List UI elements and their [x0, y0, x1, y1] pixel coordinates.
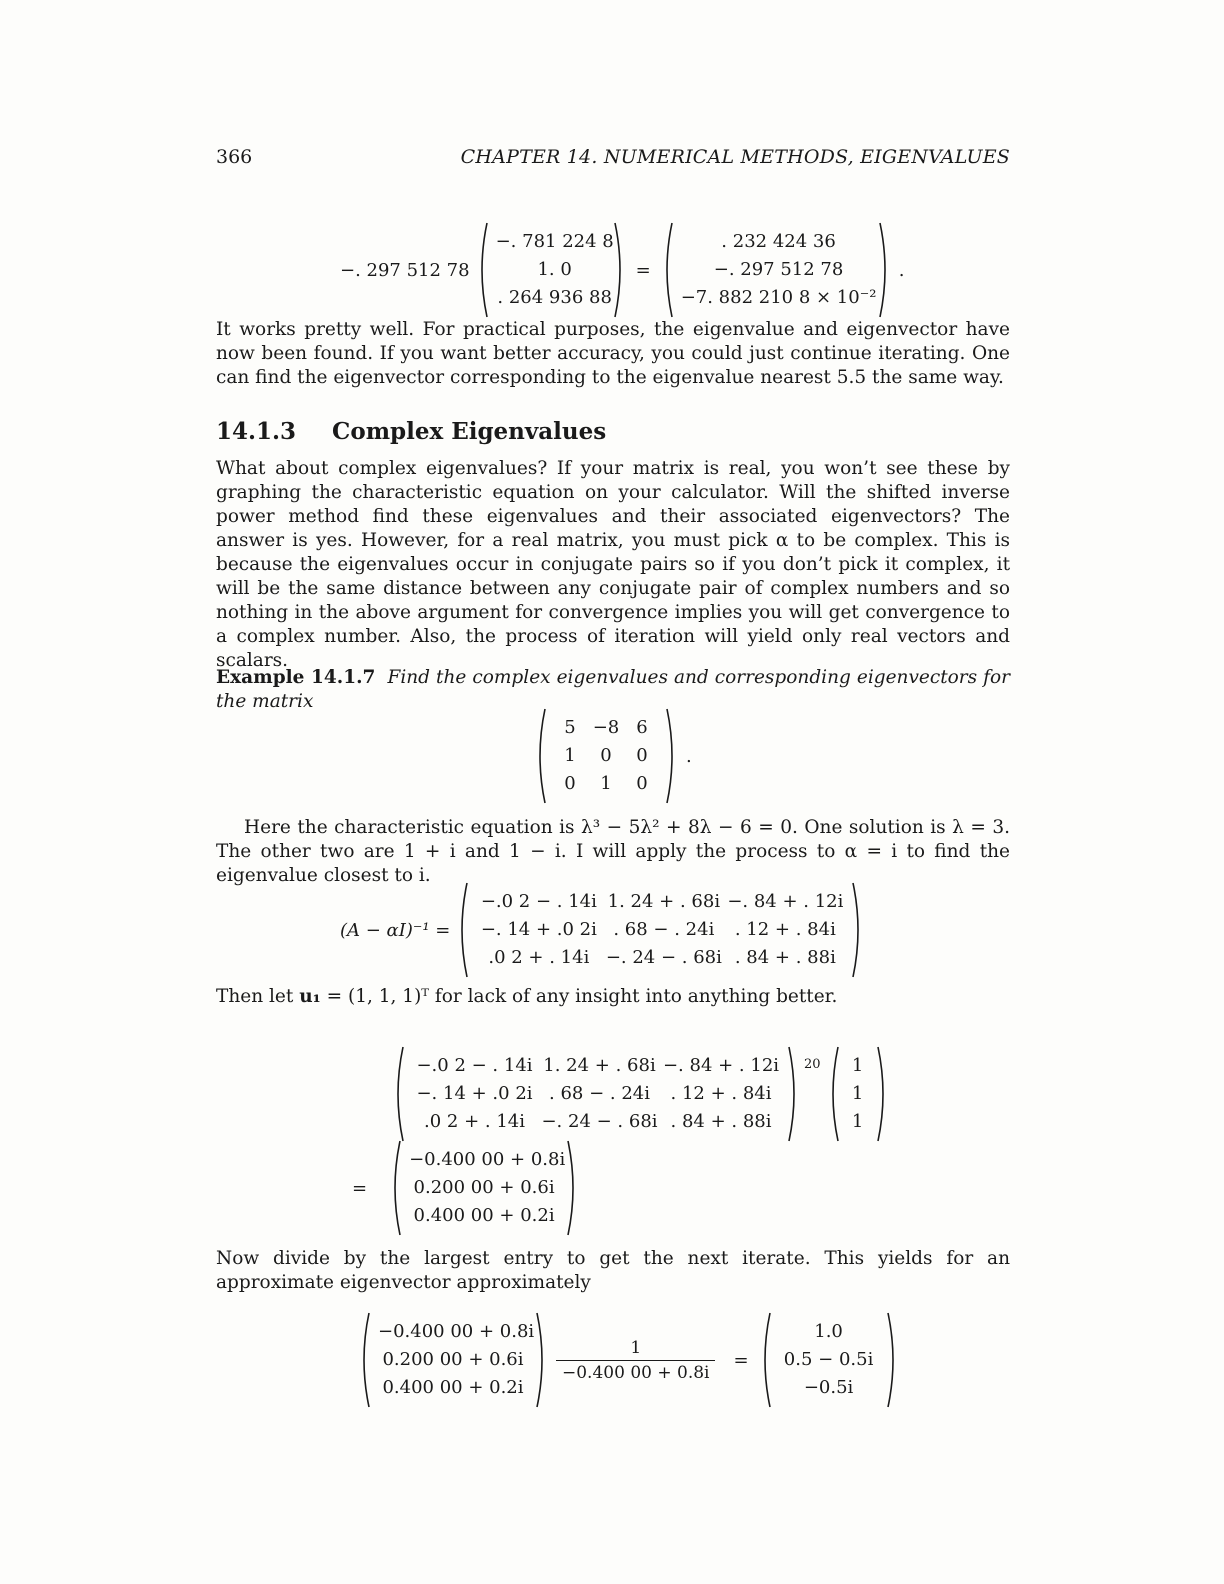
paragraph — [216, 318, 1010, 390]
fraction-numerator: 1 — [630, 1337, 642, 1358]
matrix-cell: . 12 + . 84i — [734, 919, 836, 940]
matrix-cell: −. 14 + .0 2i — [416, 1083, 533, 1104]
equation-top — [340, 222, 904, 318]
matrix-cell: 1. 24 + . 68i — [607, 891, 721, 912]
matrix-cell: 0 — [600, 745, 612, 766]
matrix-cell: 1 — [600, 773, 612, 794]
left-paren — [456, 882, 468, 978]
matrix — [392, 1046, 800, 1142]
vector-entry: 1 — [851, 1055, 864, 1076]
right-paren — [887, 1312, 899, 1408]
right-paren — [852, 882, 864, 978]
vector-entry: 0.200 00 + 0.6i — [413, 1177, 555, 1198]
vector-symbol: u₁ — [299, 986, 321, 1007]
result-entry: . 232 424 36 — [721, 231, 836, 252]
matrix-cell: . 68 − . 24i — [613, 919, 715, 940]
vector-entry: −0.400 00 + 0.8i — [378, 1321, 535, 1342]
vector — [358, 1312, 548, 1408]
matrix-cell: −. 24 − . 68i — [541, 1111, 658, 1132]
paragraph-text: Now divide by the largest entry to get the next iterate. This yields for an approximate eigenvector approximately — [216, 1248, 1010, 1293]
exponent: 20 — [804, 1056, 821, 1072]
vector-entry: −0.5i — [803, 1377, 854, 1398]
paragraph-text: Then let — [216, 986, 300, 1007]
equation-inverse — [340, 882, 864, 978]
matrix-cell: . 84 + . 88i — [734, 947, 836, 968]
vector-entry: 1 — [851, 1111, 864, 1132]
matrix-cell: 1. 24 + . 68i — [543, 1055, 656, 1076]
result-matrix — [661, 222, 891, 318]
vector — [827, 1046, 889, 1142]
matrix-cell: −8 — [592, 717, 620, 738]
matrix-cell: . 12 + . 84i — [670, 1083, 772, 1104]
fraction — [556, 1338, 715, 1383]
paragraph-text: It works pretty well. For practical purposes, the eigenvalue and eigenvector have now been found. If you want better accuracy, you could just continue iterating. One can find the eigenvector corresponding to the eigenvalue nearest 5.5 the same way. — [216, 319, 1010, 388]
section-heading — [216, 418, 606, 445]
vector-entry: 1.0 — [814, 1321, 843, 1342]
matrix-cell: .0 2 + . 14i — [424, 1111, 525, 1132]
left-paren — [358, 1312, 370, 1408]
equation-end: . — [686, 745, 692, 767]
left-paren — [759, 1312, 771, 1408]
right-paren — [879, 222, 891, 318]
vector-entry: 0.5 − 0.5i — [783, 1349, 874, 1370]
matrix-cell: 0 — [564, 773, 576, 794]
vector-entry: −. 781 224 8 — [495, 231, 614, 252]
vector — [389, 1140, 579, 1236]
left-paren — [661, 222, 673, 318]
matrix-cell: 0 — [636, 773, 648, 794]
matrix-cell: −. 84 + . 12i — [727, 891, 844, 912]
example — [216, 666, 1010, 714]
vector — [759, 1312, 899, 1408]
scalar-factor: −. 297 512 78 — [340, 259, 470, 281]
page-number: 366 — [216, 146, 253, 168]
matrix-cell: 6 — [636, 717, 648, 738]
left-paren — [476, 222, 488, 318]
section-number: 14.1.3 — [216, 418, 297, 445]
vector-matrix — [476, 222, 626, 318]
matrix — [534, 708, 678, 804]
vector-entry: 1. 0 — [537, 259, 572, 280]
example-text: Find the complex eigenvalues and corresponding eigenvectors for the matrix — [216, 667, 1010, 712]
equation-power — [392, 1046, 889, 1142]
equals-sign: = — [733, 1349, 749, 1371]
matrix-a — [534, 708, 692, 804]
equation-power-result — [352, 1140, 579, 1236]
equals-sign: = — [635, 259, 651, 281]
paragraph-text: What about complex eigenvalues? If your matrix is real, you won’t see these by graphing the characteristic equation on your calculator. Will the shifted inverse power method find these eigenvalues and their associated eigenvectors? The answer is yes. However, for a real matrix, you must pick α to be complex. This is because the eigenvalues occur in conjugate pairs so if you don’t pick it complex, it will be the same distance between any conjugate pair of complex numbers and so nothing in the above argument for convergence implies you will get convergence to a complex number. Also, the process of iteration will yield only real vectors and scalars. — [216, 458, 1010, 671]
matrix-cell: −.0 2 − . 14i — [416, 1055, 533, 1076]
matrix-cell: .0 2 + . 14i — [488, 947, 590, 968]
vector-entry: . 264 936 88 — [497, 287, 612, 308]
right-paren — [567, 1140, 579, 1236]
vector-entry: 0.400 00 + 0.2i — [382, 1377, 524, 1398]
paragraph-text: = (1, 1, 1)ᵀ for lack of any insight into anything better. — [320, 986, 838, 1007]
section-title: Complex Eigenvalues — [332, 418, 607, 445]
chapter-title: CHAPTER 14. NUMERICAL METHODS, EIGENVALUES — [460, 146, 1010, 168]
right-paren — [614, 222, 626, 318]
paragraph — [216, 457, 1010, 673]
left-paren — [392, 1046, 404, 1142]
matrix-cell: 0 — [636, 745, 648, 766]
matrix-cell: −. 14 + .0 2i — [480, 919, 597, 940]
vector-entry: 0.200 00 + 0.6i — [382, 1349, 524, 1370]
matrix-cell: . 68 − . 24i — [549, 1083, 650, 1104]
matrix — [456, 882, 864, 978]
result-entry: −7. 882 210 8 × 10⁻² — [680, 287, 877, 308]
paragraph — [216, 1247, 1010, 1295]
paragraph — [216, 985, 1010, 1009]
vector-entry: −0.400 00 + 0.8i — [409, 1149, 566, 1170]
result-entry: −. 297 512 78 — [713, 259, 844, 280]
paragraph-text: Here the characteristic equation is λ³ − 5λ² + 8λ − 6 = 0. One solution is λ = 3. The other two are 1 + i and 1 − i. I will apply the process to α = i to find the eigenvalue closest to i. — [216, 817, 1010, 886]
left-paren — [534, 708, 546, 804]
left-paren — [389, 1140, 401, 1236]
inverse-lhs: (A − αI)⁻¹ = — [340, 919, 451, 941]
equals-sign: = — [352, 1177, 368, 1199]
right-paren — [788, 1046, 800, 1142]
vector-entry: 0.400 00 + 0.2i — [413, 1205, 555, 1226]
left-paren — [827, 1046, 839, 1142]
equation-final — [358, 1312, 899, 1408]
right-paren — [877, 1046, 889, 1142]
fraction-denominator: −0.400 00 + 0.8i — [556, 1360, 715, 1383]
right-paren — [536, 1312, 548, 1408]
right-paren — [666, 708, 678, 804]
paragraph — [216, 816, 1010, 888]
matrix-cell: . 84 + . 88i — [670, 1111, 772, 1132]
matrix-cell: −. 84 + . 12i — [662, 1055, 780, 1076]
matrix-cell: 5 — [564, 717, 576, 738]
matrix-cell: −. 24 − . 68i — [605, 947, 722, 968]
example-label: Example 14.1.7 — [216, 667, 376, 688]
matrix-cell: 1 — [564, 745, 576, 766]
equation-end: . — [898, 259, 905, 281]
matrix-cell: −.0 2 − . 14i — [480, 891, 597, 912]
vector-entry: 1 — [851, 1083, 864, 1104]
